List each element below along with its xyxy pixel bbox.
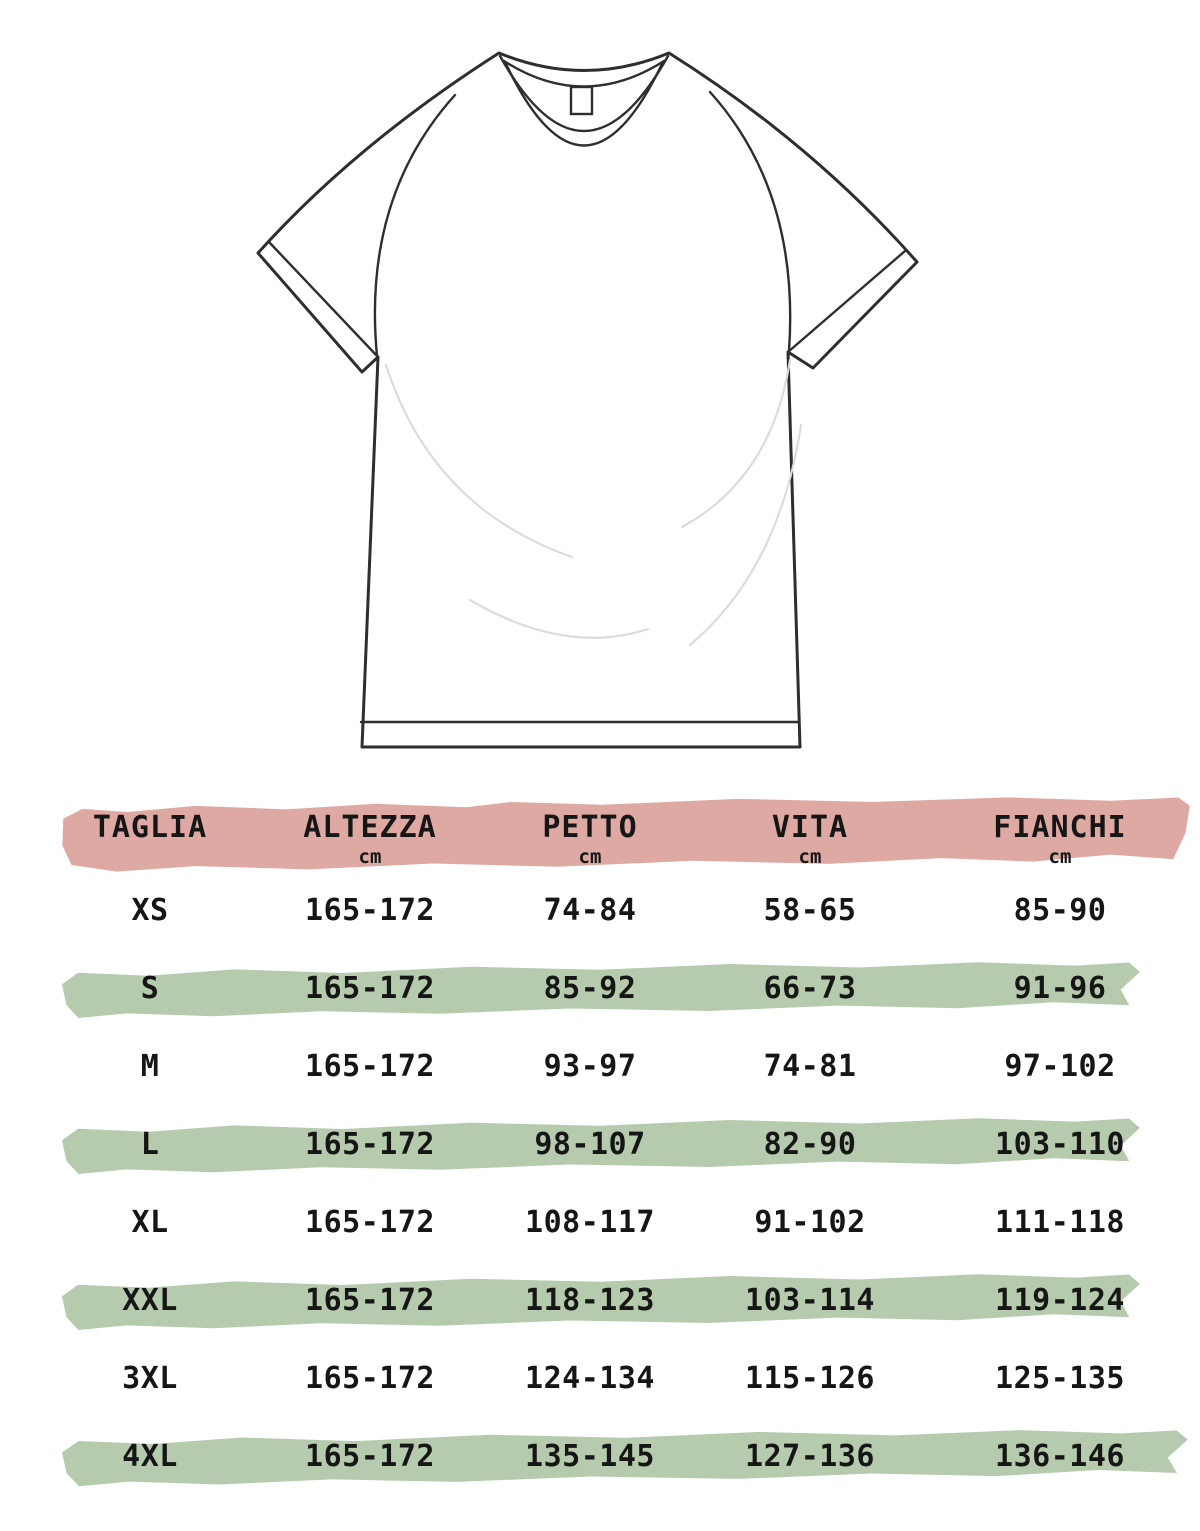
cell-fianchi: 119-124	[995, 1283, 1125, 1318]
column-header-unit: cm	[578, 846, 602, 868]
size-row	[60, 1028, 1180, 1106]
column-header-label: TAGLIA	[92, 810, 208, 845]
cell-petto: 135-145	[525, 1439, 655, 1474]
cell-fianchi: 85-90	[1013, 893, 1107, 928]
column-header	[500, 798, 680, 872]
cell-fianchi: 125-135	[995, 1361, 1125, 1396]
cell-fianchi: 91-96	[1013, 971, 1107, 1006]
cell-altezza: 165-172	[305, 1283, 435, 1318]
size-row	[60, 1340, 1180, 1418]
cell-petto: 85-92	[543, 971, 637, 1006]
column-header-unit: cm	[358, 846, 382, 868]
size-row	[60, 1418, 1180, 1496]
cell-fianchi: 136-146	[995, 1439, 1125, 1474]
cell-altezza: 165-172	[305, 1205, 435, 1240]
cell-petto: 108-117	[525, 1205, 655, 1240]
cell-taglia: 4XL	[122, 1439, 178, 1474]
cell-taglia: XS	[131, 893, 169, 928]
cell-taglia: S	[140, 971, 160, 1006]
tshirt-body-outline	[258, 53, 917, 747]
cell-taglia: XL	[131, 1205, 169, 1240]
cell-altezza: 165-172	[305, 1361, 435, 1396]
cell-vita: 58-65	[763, 893, 857, 928]
cell-taglia: M	[140, 1049, 160, 1084]
size-row	[60, 872, 1180, 950]
cell-vita: 127-136	[745, 1439, 875, 1474]
cell-altezza: 165-172	[305, 971, 435, 1006]
cell-taglia: 3XL	[122, 1361, 178, 1396]
size-row	[60, 1106, 1180, 1184]
cell-vita: 115-126	[745, 1361, 875, 1396]
cell-vita: 74-81	[763, 1049, 857, 1084]
cell-petto: 98-107	[534, 1127, 646, 1162]
column-header	[240, 798, 500, 872]
cell-taglia: L	[140, 1127, 160, 1162]
size-chart-table	[60, 798, 1180, 1496]
cell-fianchi: 111-118	[995, 1205, 1125, 1240]
size-row	[60, 1184, 1180, 1262]
column-header-unit: cm	[798, 846, 822, 868]
cell-vita: 103-114	[745, 1283, 875, 1318]
cell-fianchi: 103-110	[995, 1127, 1125, 1162]
size-row	[60, 1262, 1180, 1340]
cell-altezza: 165-172	[305, 1127, 435, 1162]
cell-altezza: 165-172	[305, 893, 435, 928]
column-header	[60, 798, 240, 872]
neck-label	[571, 87, 592, 114]
column-header-label: ALTEZZA	[303, 810, 437, 845]
cell-vita: 91-102	[754, 1205, 866, 1240]
column-header	[680, 798, 940, 872]
cell-petto: 118-123	[525, 1283, 655, 1318]
column-header-label: PETTO	[542, 810, 638, 845]
cell-vita: 66-73	[763, 971, 857, 1006]
cell-altezza: 165-172	[305, 1439, 435, 1474]
column-header-label: VITA	[771, 810, 849, 845]
size-chart-header	[60, 798, 1180, 872]
size-row	[60, 950, 1180, 1028]
column-header	[940, 798, 1180, 872]
cell-petto: 74-84	[543, 893, 637, 928]
column-header-label: FIANCHI	[993, 810, 1127, 845]
cell-petto: 124-134	[525, 1361, 655, 1396]
cell-fianchi: 97-102	[1004, 1049, 1116, 1084]
cell-petto: 93-97	[543, 1049, 637, 1084]
cell-altezza: 165-172	[305, 1049, 435, 1084]
cell-vita: 82-90	[763, 1127, 857, 1162]
column-header-unit: cm	[1048, 846, 1072, 868]
cell-taglia: XXL	[122, 1283, 178, 1318]
